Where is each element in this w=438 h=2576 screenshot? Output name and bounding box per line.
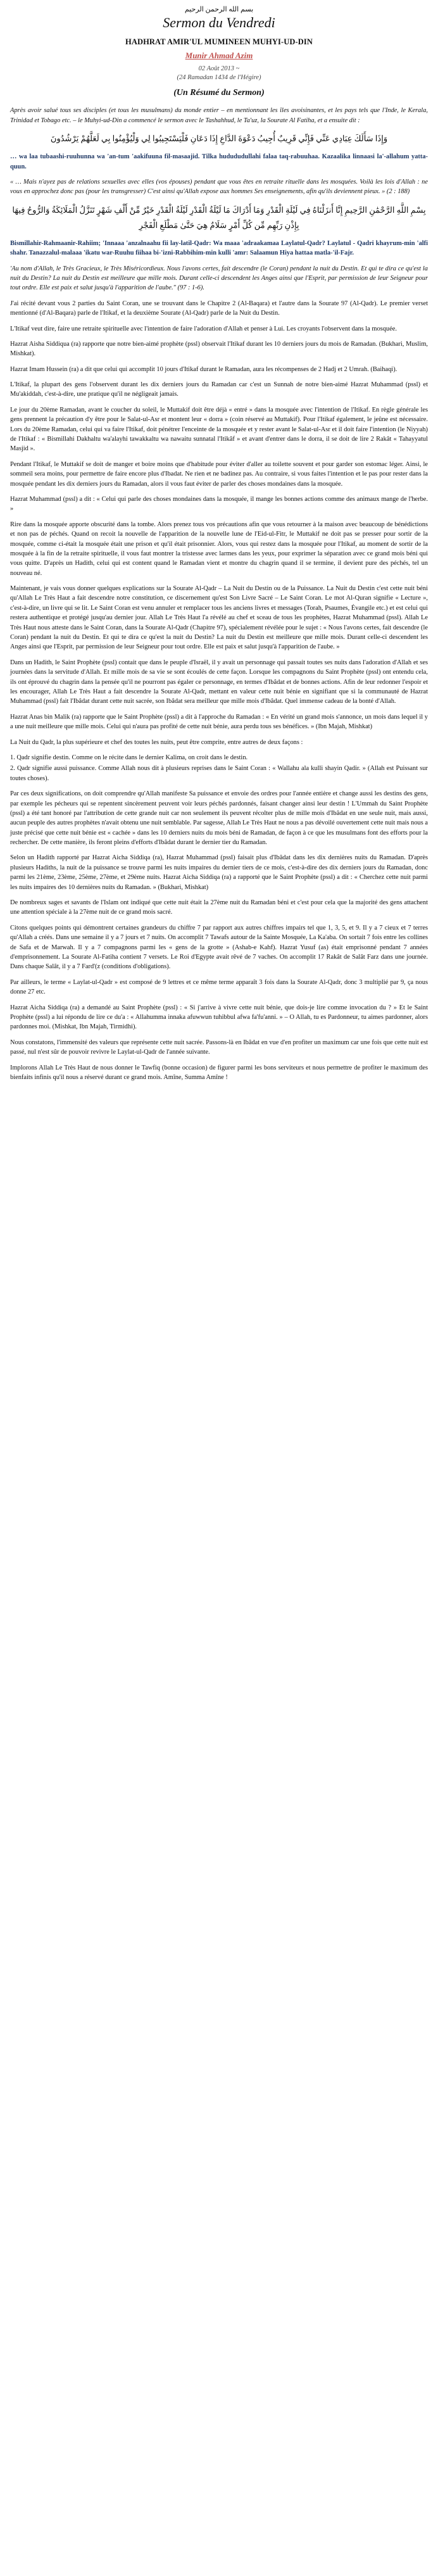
translation-2: 'Au nom d'Allah, le Très Gracieux, le Très Miséricordieux. Nous l'avons certes, fait descendre (le Coran) pendant la nuit du Destin. Et qui te dira ce qu'est la nuit du Destin? La nuit du Destin est meilleure que mille mois. Durant celle-ci descendent les Anges ainsi que l'Esprit, par permission de leur Seigneur pour tout ordre. Elle est paix et salut jusqu'à l'apparition de l'aube." (97 : 1-6). <box>10 265 428 292</box>
body-paragraph: Maintenant, je vais vous donner quelques explications sur la Sourate Al-Qadr – La Nuit du Destin ou de la Puissance. La Nuit du Destin c'est cette nuit béni qu'Allah Le Très Haut a fait descendre notre constitution, ce discernement qu'est Son Livre Sacré – Le Saint Coran. Le mot Al-Quran signifie « Lecture », c'est-à-dire, un livre qui se lit. Le Saint Coran est venu annuler et remplacer tous les anciens livres et messages (Torah, Psaumes, Évangile etc.) et est celui qui restera authentique et protégé jusqu'au dernier jour. Allah Le Très Haut l'a révélé au chef et sceau de tous les prophètes, Hazrat Muhammad (pssl). Allah Le Très Haut nous atteste dans le Saint Coran, dans la Sourate Al-Qadr (Chapitre 97), spécialement révélée pour le sujet : « Nous l'avons certes, fait descendre (le Coran) pendant la nuit du Destin. Et qui te dira ce qu'est la nuit du Destin? La nuit du Destin est meilleure que mille mois. Durant celle-ci descendent les Anges ainsi que l'Esprit, par permission de leur Seigneur pour tout ordre. Elle est paix et salut jusqu'à l'apparition de l'aube. » <box>10 585 428 651</box>
translation-1: « … Mais n'ayez pas de relations sexuelles avec elles (vos épouses) pendant que vous êtes en retraite rituelle dans les mosquées. Voilà les lois d'Allah : ne vous en approchez donc pas (pour les transgresser) C'est ainsi qu'Allah expose aux hommes Ses enseignements, afin qu'ils deviennent pieux. » (2 : 188) <box>10 178 428 196</box>
list-item-qadr-1: 1. Qadr signifie destin. Comme on le récite dans le dernier Kalima, on croit dans le destin. <box>10 754 248 761</box>
body-paragraph: Par ailleurs, le terme « Laylat-ul-Qadr » est composé de 9 lettres et ce même terme apparaît 3 fois dans la Sourate Al-Qadr, donc 3 multiplié par 9, ça nous donne 27 etc. <box>10 978 428 996</box>
body-paragraph: Pendant l'Itikaf, le Muttakif se doit de manger et boire moins que d'habitude pour éviter d'aller au toilette souvent et pour garder son estomac léger. Ainsi, le sommeil sera moins, pour permettre de faire encore plus d'Ibadat. Ne rien et ne badinez pas. Au contraire, si vous faites l'intention et le pas pour rester dans la mosquée pendant les dix derniers jours du Ramadan, alors il vous faut éviter de parler des choses mondaines dans la mosquée. <box>10 460 428 488</box>
body-paragraph: Hazrat Aisha Siddiqua (ra) rapporte que notre bien-aimé prophète (pssl) observait l'Itikaf durant les 10 derniers jours du mois de Ramadan. (Bukhari, Muslim, Mishkat). <box>10 340 428 358</box>
body-paragraph: Le jour du 20ème Ramadan, avant le coucher du soleil, le Muttakif doit être déjà « entré » dans la mosquée avec l'intention de l'Itikaf. En règle générale les gens prennent la précaution d'y être pour le Salat-ul-Asr et montent leur « dorra » (coin réservé au Muttakif). Pour l'Itikaf également, le jeûne est nécessaire. Lors du 20ème Ramadan, celui qui va faire l'Itikaf, doit pénétrer l'enceinte de la mosquée et y rester avant le Salat-ul-Asr et il doit faire l'intention (le Niyyah) de l'Itikaf : « Bismillahi Dakhaltu wa'alayhi tawakkaltu wa nawaitu sunnatal l'Itikâf » et avant d'entrer dans le dorra, il se doit de lire 2 Rakât « Tahayyatul Masjid ». <box>10 406 428 453</box>
body-paragraph: L'Itikaf veut dire, faire une retraite spirituelle avec l'intention de faire l'adoration d'Allah et penser à Lui. Les croyants l'observent dans la mosquée. <box>10 325 397 332</box>
body-paragraph: L'Itikaf, la plupart des gens l'observent durant les dix derniers jours du Ramadan car c'est un Sunnah de notre bien-aimé Hazrat Muhammad (pssl) et Mu'akiddah, c'est-à-dire, une pratique qu'il ne négligeait jamais. <box>10 381 428 398</box>
page-title: Sermon du Vendredi <box>163 15 275 30</box>
body-paragraph: Hazrat Imam Hussein (ra) a dit que celui qui accomplit 10 jours d'Itikaf durant le Ramadan, aura les récompenses de 2 Hadj et 2 Umrah. (Baihaqi). <box>10 365 397 373</box>
transliteration-2: Bismillahir-Rahmaanir-Rahiim; 'Innaaa 'anzalnaahu fii lay-latil-Qadr: Wa maaa 'adraakamaa Laylatul-Qadr? Laylatul - Qadri khayrum-min 'alfi shahr. Tanazzalul-malaaa 'ikatu war-Ruuhu fiihaa bi-'izni-Rabbihim-min kulli 'amr: Salaamun Hiya hattaa matla-'il-Fajr. <box>10 239 428 257</box>
bismillah-heading: بسم الله الرحمن الرحيم <box>184 6 254 13</box>
body-paragraph: Rire dans la mosquée apporte obscurité dans la tombe. Alors prenez tous vos précautions afin que vous retourner à la maison avec beaucoup de bénédictions et non pas de péchés. Quand on recoit la nouvelle de l'apparition de la nouvelle lune de l'Eid-ul-Fitr, le Muttakif ne doit pas se presser pour sortir de la mosquée, comme ci-était la mosquée était une prison et qu'il était prisonnier. Alors, vous qui restez dans la mosquée pour l'Itikaf, au moment de sortir de la mosquée à la fin de la retraite spirituelle, il vous faut montrer la tristesse avec larmes dans les yeux, pour exprimer la séparation avec ce grand mois béni qui vous quitte. D'après un Hadith, celui qui est content quand le Ramadan vient et montre du chagrin quand il se termine, il devient pure des péchés, tel un nouveau né. <box>10 521 428 577</box>
intro-paragraph: Après avoir salué tous ses disciples (et tous les musulmans) du monde entier – en mentionnant les îles avoisinantes, et les pays tels que l'Inde, le Kerala, Trinidad et Tobago etc. – le Muhyi-ud-Din a commencé le sermon avec le Tashahhud, le Ta'uz, la Sourate Al Fatiha, et a ensuite dit : <box>10 107 428 124</box>
transliteration-1: … wa laa tubaashi-ruuhunna wa 'an-tum 'aakifuuna fil-masaajid. Tilka hudududullahi falaa taq-rabuuhaa. Kazaalika linnaasi la'-allahum yatta-quun. <box>10 153 428 170</box>
list-item-qadr-2: 2. Qadr signifie aussi puissance. Comme Allah nous dit à plusieurs reprises dans le Saint Coran : « Wallahu ala kulli shayin Qadir. » (Allah est Puissant sur toutes choses). <box>10 765 428 782</box>
summary-label: (Un Résumé du Sermon) <box>173 88 265 98</box>
body-paragraph: Selon un Hadith rapporté par Hazrat Aicha Siddiqa (ra), Hazrat Muhammad (pssl) faisait plus d'Ibâdat dans les dix dernières nuits du Ramadan. D'après plusieurs Hadiths, la nuit de la puissance se trouve parmi les nuits impaires du dernier tiers de ce mois, c'est-à-dire des dix derniers jours du Ramadan, donc parmi les 21ème, 23ème, 25ème, 27ème, et 29ème nuits. Hazrat Aicha Siddiqa (ra) a rapporté que le Saint Prophète (pssl) a dit : « Cherchez cette nuit parmi les nuits impaires des 10 dernières nuits du Ramadan. » (Bukhari, Mishkat) <box>10 854 428 891</box>
body-paragraph: Citons quelques points qui démontrent certaines grandeurs du chiffre 7 par rapport aux autres chiffres impairs tel que 1, 3, 5, et 9. Il y a 7 cieux et 7 terres qu'Allah a créés. Dans une semaine il y a 7 jours et 7 nuits. On accomplit 7 Tawafs autour de la Sainte Mosquée, La Ka'aba. On sortait 7 fois entre les collines de Safa et de Marwah. Il y a 7 compagnons parmi les « gens de la grotte » (Ashab-e Kahf). Hazrat Yusuf (as) était emprisonné pendant 7 années d'emprisonnement. La Sourate Al-Fatiha contient 7 versets. Le Roi d'Egypte avait rêvé de 7 vaches. On accomplit 17 Rakât de Salât Farz dans une journée. Dans chaque Salât, il y a 7 Fard'(z (conditions d'obligations). <box>10 924 428 971</box>
hadhrat-line: HADHRAT AMIR'UL MUMINEEN MUHYI-UD-DIN <box>125 37 313 46</box>
speaker-name: Munir Ahmad Azim <box>185 51 253 60</box>
body-paragraph: Par ces deux significations, on doit comprendre qu'Allah manifeste Sa puissance et envoie des ordres pour l'année entière et change aussi les destins des gens, par exemple les pécheurs qui se repentent sincèrement peuvent voir leurs péchés pardonnés, faisant changer ainsi leur destin ! L'Ummah du Saint Prophète (pssl) a été tant honoré par l'attribution de cette grande nuit car non seulement ils peuvent récolter plus de mille mois d'Ibâdat en une seule nuit, mais aussi, aucun peuple des autres prophètes n'avait obtenu une nuit semblable. Par sagesse, Allah Le Très Haut ne nous a pas dévoilé ouvertement cette nuit mais nous a juste précisé que cette nuit bénie est « cachée » dans les 10 derniers nuits du mois béni de Ramadan, de façon à ce que les musulmans font des efforts pour la rechercher. De cette manière, ils feront pleins d'efforts d'Ibâdat durant le dernier tier du Ramadan. <box>10 790 428 847</box>
body-paragraph: Hazrat Muhammad (pssl) a dit : « Celui qui parle des choses mondaines dans la mosquée, il mange les bonnes actions comme des animaux mange de l'herbe. » <box>10 495 428 513</box>
body-paragraph: Hazrat Aicha Siddiqa (ra) a demandé au Saint Prophète (pssl) : « Si j'arrive à vivre cette nuit bénie, que dois-je lire comme invocation du ? » Et le Saint Prophète (pssl) a lui répondu de lire ce du'a : « Allahumma innaka afuwwun tuhibbul afwa fa'fu'anni. » – O Allah, tu es Pardonneur, tu aimes pardonner, alors pardonnes moi. (Mishkat, Ibn Majah, Tirmidhi). <box>10 1004 428 1031</box>
body-paragraph: Nous constatons, l'immensité des valeurs que représente cette nuit sacrée. Passons-là en Ibâdat en vue d'en profiter un maximum car une fois que cette nuit est passé, nul n'est sûr de pouvoir revivre le Laylat-ul-Qadr de l'année suivante. <box>10 1039 428 1056</box>
body-paragraph: Dans un Hadith, le Saint Prophète (pssl) contait que dans le peuple d'Israël, il y avait un personnage qui passait toutes ses nuits dans l'adoration d'Allah et ses journées dans la servitude d'Allah. Et mille mois de sa vie se sont écoulés de cette façon. Lorsque les compagnons du Saint Prophète (pssl) ont entendu cela, ils ont éprouvé du chagrin dans la pensée qu'il ne pourront pas égaler ce personnage, en termes d'Ibâdat et de bonnes actions. Afin de leur redonner l'espoir et les encourager, Allah Le Très Haut a fait descendre la Sourate Al-Qadr, mettant en valeur cette nuit bénie en signifiant que si la communauté de Hazrat Muhammad (pssl) fait l'Ibâdat durant cette nuit sacrée, son Ibâdat sera meilleur que mille mois d'Ibâdat. Quel immense cadeau de la bonté d'Allah. <box>10 659 428 705</box>
date-hijri: (24 Ramadan 1434 de l'Hégire) <box>177 73 261 81</box>
arabic-verse-1: وَإِذَا سَأَلَكَ عِبَادِي عَنِّي فَإِنِّي قَرِيبٌ أُجِيبُ دَعْوَةَ الدَّاعِ إِذَا دَعَانِ فَلْيَسْتَجِيبُوا لِي وَلْيُؤْمِنُوا بِي لَعَلَّهُمْ يَرْشُدُونَ <box>50 134 388 144</box>
closing-paragraph: Implorons Allah Le Très Haut de nous donner le Tawfiq (bonne occasion) de figurer parmi les bons serviteurs et nous permettre de profiter le maximum des bienfaits infinis qu'il nous a réservé durant ce grand mois. Amîne, Summa Amîne ! <box>10 1064 428 1081</box>
body-paragraph: De nombreux sages et savants de l'Islam ont indiqué que cette nuit était la 27ème nuit du Ramadan béni et c'est pour cela que la majorité des gens attachent une attention spéciale à la 27ème nuit de ce grand mois sacré. <box>10 899 428 916</box>
date-gregorian: 02 Août 2013 ~ <box>198 65 240 72</box>
sermon-page <box>0 0 438 1094</box>
body-paragraph: Hazrat Anas bin Malik (ra) rapporte que le Saint Prophète (pssl) a dit à l'approche du Ramadan : « En vérité un grand mois s'annonce, un mois dans lequel il y a une nuit meilleure que mille mois. Celui qui n'aura pas profité de cette nuit bénie, aura perdu tous ses bénéfices. » (Ibn Majah, Mishkat) <box>10 713 428 731</box>
body-paragraph: J'ai récité devant vous 2 parties du Saint Coran, une se trouvant dans le Chapitre 2 (Al-Baqara) et l'autre dans la Sourate 97 (Al-Qadr). Le premier verset mentionné (d'Al-Baqara) parle de l'Itikaf, et la deuxième Sourate (Al-Qadr) parle de la Nuit du Destin. <box>10 300 428 317</box>
arabic-verse-2: بِسْمِ اللَّهِ الرَّحْمَٰنِ الرَّحِيمِ إِنَّا أَنزَلْنَاهُ فِي لَيْلَةِ الْقَدْرِ وَمَا أَدْرَاكَ مَا لَيْلَةُ الْقَدْرِ لَيْلَةُ الْقَدْرِ خَيْرٌ مِّنْ أَلْفِ شَهْرٍ تَنَزَّلُ الْمَلَائِكَةُ وَالرُّوحُ فِيهَا بِإِذْنِ رَبِّهِم مِّن كُلِّ أَمْرٍ سَلَامٌ هِيَ حَتَّىٰ مَطْلَعِ الْفَجْرِ <box>12 205 426 230</box>
body-paragraph: La Nuit du Qadr, la plus supérieure et chef des toutes les nuits, peut être comprite, entre autres de deux façons : <box>10 738 303 746</box>
